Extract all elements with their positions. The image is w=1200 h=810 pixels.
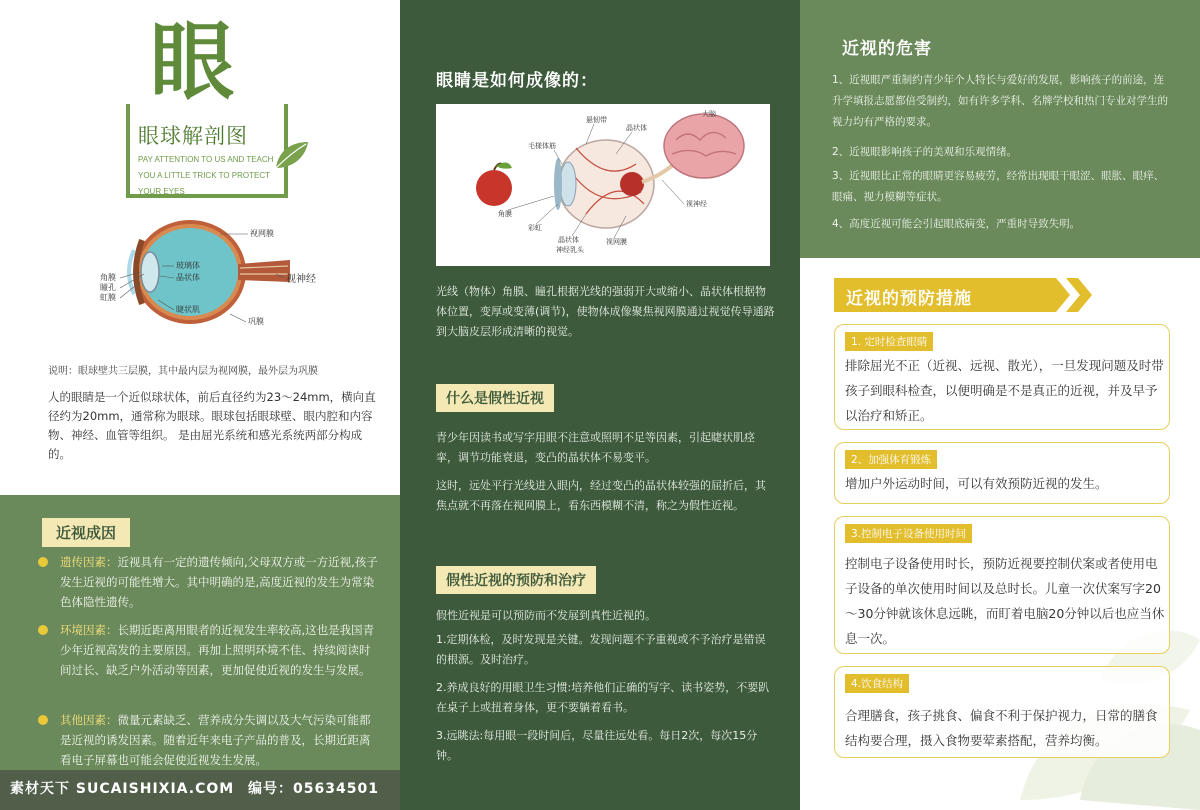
label-cornea: 角膜 <box>498 210 512 218</box>
logo-title: 眼球解剖图 <box>138 124 248 148</box>
imaging-title: 眼睛是如何成像的： <box>436 71 598 91</box>
cause-item <box>60 552 380 612</box>
treatment-line-3: 3.远眺法:每用眼一段时间后，尽量往远处看。每日2次，每次15分钟。 <box>436 729 758 762</box>
title-character: 眼 <box>150 12 235 111</box>
cause-text: 微量元素缺乏、营养成分失调以及大气污染可能都是近视的诱发因素。随着近年来电子产品的普及，长期近距离看电子屏幕也可能会促使近视发生发展。 <box>60 713 371 767</box>
harm-item-1: 1、近视眼严重制约青少年个人特长与爱好的发展，影响孩子的前途，连升学填报志愿都倍受制约，如有许多学科、名牌学校和热门专业对学生的视力均有严格的要求。 <box>832 74 1168 128</box>
bullet-dot <box>38 715 48 725</box>
watermark-number: 编号：05634501 <box>248 781 379 797</box>
label-ciliary-body: 毛様体筋 <box>528 142 556 150</box>
logo-en-line-1: PAY ATTENTION TO US AND TEACH <box>138 155 274 164</box>
card-tag: 3.控制电子设备使用时间 <box>845 524 972 543</box>
label-retina: 视网膜 <box>606 238 627 246</box>
card-tag: 2、加强体育锻炼 <box>845 450 937 469</box>
card-tag: 1. 定时检查眼睛 <box>845 332 933 351</box>
leaf-icon <box>272 138 312 172</box>
pseudo-text-1: 青少年因读书或写字用眼不注意或照明不足等因素，引起睫状肌痉挛，调节功能衰退，变凸的晶状体不易变平。 <box>436 431 755 464</box>
cause-item <box>60 710 380 770</box>
prevention-card <box>834 516 1170 654</box>
label-vitreous: 玻璃体 <box>176 261 200 270</box>
watermark-site: 素材天下 SUCAISHIXIA.COM <box>10 781 235 797</box>
card-tag: 4.饮食结构 <box>845 674 909 693</box>
prevention-card <box>834 442 1170 504</box>
card-body: 控制电子设备使用时长，预防近视要控制伏案或者使用电子设备的单次使用时间以及总时长。儿童一次伏案写字20～30分钟就该休息远眺，而盯着电脑20分钟以后也应当休息一次。 <box>845 556 1165 646</box>
imaging-diagram-box <box>436 104 770 266</box>
label-ciliary: 睫状肌 <box>176 305 200 314</box>
label-iris: 彩虹 <box>528 224 542 232</box>
cause-text: 长期近距离用眼者的近视发生率较高,这也是我国青少年近视高发的主要原因。再加上照明环境不佳、持续阅读时间过长、缺乏户外活动等因素，更加促使近视的发生与发展。 <box>60 623 375 677</box>
treatment-title: 假性近视的预防和治疗 <box>436 566 596 594</box>
cause-term: 遗传因素： <box>60 555 118 569</box>
logo-en-line-2: YOU A LITTLE TRICK TO PROTECT <box>138 171 271 180</box>
label-pupil: 瞳孔 <box>100 283 116 292</box>
cause-item <box>60 620 380 680</box>
label-lens: 晶状体 <box>626 124 647 132</box>
bullet-dot <box>38 625 48 635</box>
harm-item-3: 3、近视眼比正常的眼睛更容易疲劳，经常出现眼干眼涩、眼胀、眼痒、眼痛、视力模糊等症状。 <box>832 170 1165 203</box>
label-sclera: 巩膜 <box>248 317 264 326</box>
label-retina: 视网膜 <box>250 229 274 238</box>
causes-title: 近视成因 <box>42 518 130 547</box>
label-nerve-papilla: 神经乳头 <box>556 246 584 254</box>
harm-item-2: 2、近视眼影响孩子的美观和乐观情绪。 <box>832 146 1018 158</box>
treatment-line-1: 1.定期体检，及时发现是关键。发现问题不予重视或不予治疗是错误的根源。及时治疗。 <box>436 633 766 666</box>
card-body: 增加户外运动时间，可以有效预防近视的发生。 <box>845 476 1108 491</box>
harm-item-4: 4、高度近视可能会引起眼底病变，严重时导致失明。 <box>832 218 1081 230</box>
cause-term: 其他因素： <box>60 713 118 727</box>
logo-english-text <box>138 152 273 200</box>
treatment-line-0: 假性近视是可以预防而不发展到真性近视的。 <box>436 609 656 622</box>
imaging-diagram <box>436 104 770 266</box>
pseudo-myopia-title: 什么是假性近视 <box>436 384 554 412</box>
imaging-text: 光线（物体）角膜、瞳孔根据光线的强弱开大或缩小、晶状体根据物体位置，变厚或变薄(调节)，使物体成像聚焦视网膜通过视觉传导通路到大脑皮层形成清晰的视觉。 <box>436 285 775 338</box>
label-lens: 晶状体 <box>176 273 200 282</box>
label-brain: 大脑 <box>702 110 716 118</box>
card-body: 排除屈光不正（近视、远视、散光），一旦发现问题及时带孩子到眼科检查，以便明确是不是真正的近视，并及早予以治疗和矫正。 <box>845 358 1164 423</box>
cause-text: 近视具有一定的遗传倾向,父母双方或一方近视,孩子发生近视的可能性增大。其中明确的是,高度近视的发生为常染色体隐性遗传。 <box>60 555 378 609</box>
treatment-line-2: 2.养成良好的用眼卫生习惯:培养他们正确的写字、读书姿势，不要趴在桌子上或扭着身体，更不要躺着看书。 <box>436 681 770 714</box>
label-optic-nerve: 视神经 <box>686 200 707 208</box>
eye-caption: 说明：眼球壁共三层膜，其中最内层为视网膜，最外层为巩膜 <box>48 366 318 377</box>
harm-title: 近视的危害 <box>842 39 932 59</box>
label-suspensory: 悬韧带 <box>586 116 607 124</box>
label-optic-nerve: 视神经 <box>286 274 316 285</box>
prevention-card <box>834 666 1170 758</box>
bullet-dot <box>38 557 48 567</box>
label-lens-2: 晶状体 <box>558 236 579 244</box>
label-cornea: 角膜 <box>100 273 116 282</box>
logo-en-line-3: YOUR EYES <box>138 187 185 196</box>
cause-term: 环境因素： <box>60 623 118 637</box>
prevention-card <box>834 324 1170 430</box>
card-body: 合理膳食，孩子挑食、偏食不利于保护视力，日常的膳食结构要合理，摄入食物要荤素搭配，营养均衡。 <box>845 708 1158 748</box>
prevention-title: 近视的预防措施 <box>846 289 972 309</box>
intro-paragraph: 人的眼睛是一个近似球状体，前后直径约为23～24mm，横向直径约为20mm，通常称为眼球。眼球包括眼球壁、眼内腔和内容物、神经、血管等组织。 是由屈光系统和感光系统两部分构成的。 <box>48 390 376 461</box>
label-iris: 虹膜 <box>100 293 116 302</box>
eye-anatomy-diagram <box>90 210 340 340</box>
pseudo-text-2: 这时，远处平行光线进入眼内，经过变凸的晶状体较强的屈折后，其焦点就不再落在视网膜上，看东西模糊不清，称之为假性近视。 <box>436 479 766 512</box>
